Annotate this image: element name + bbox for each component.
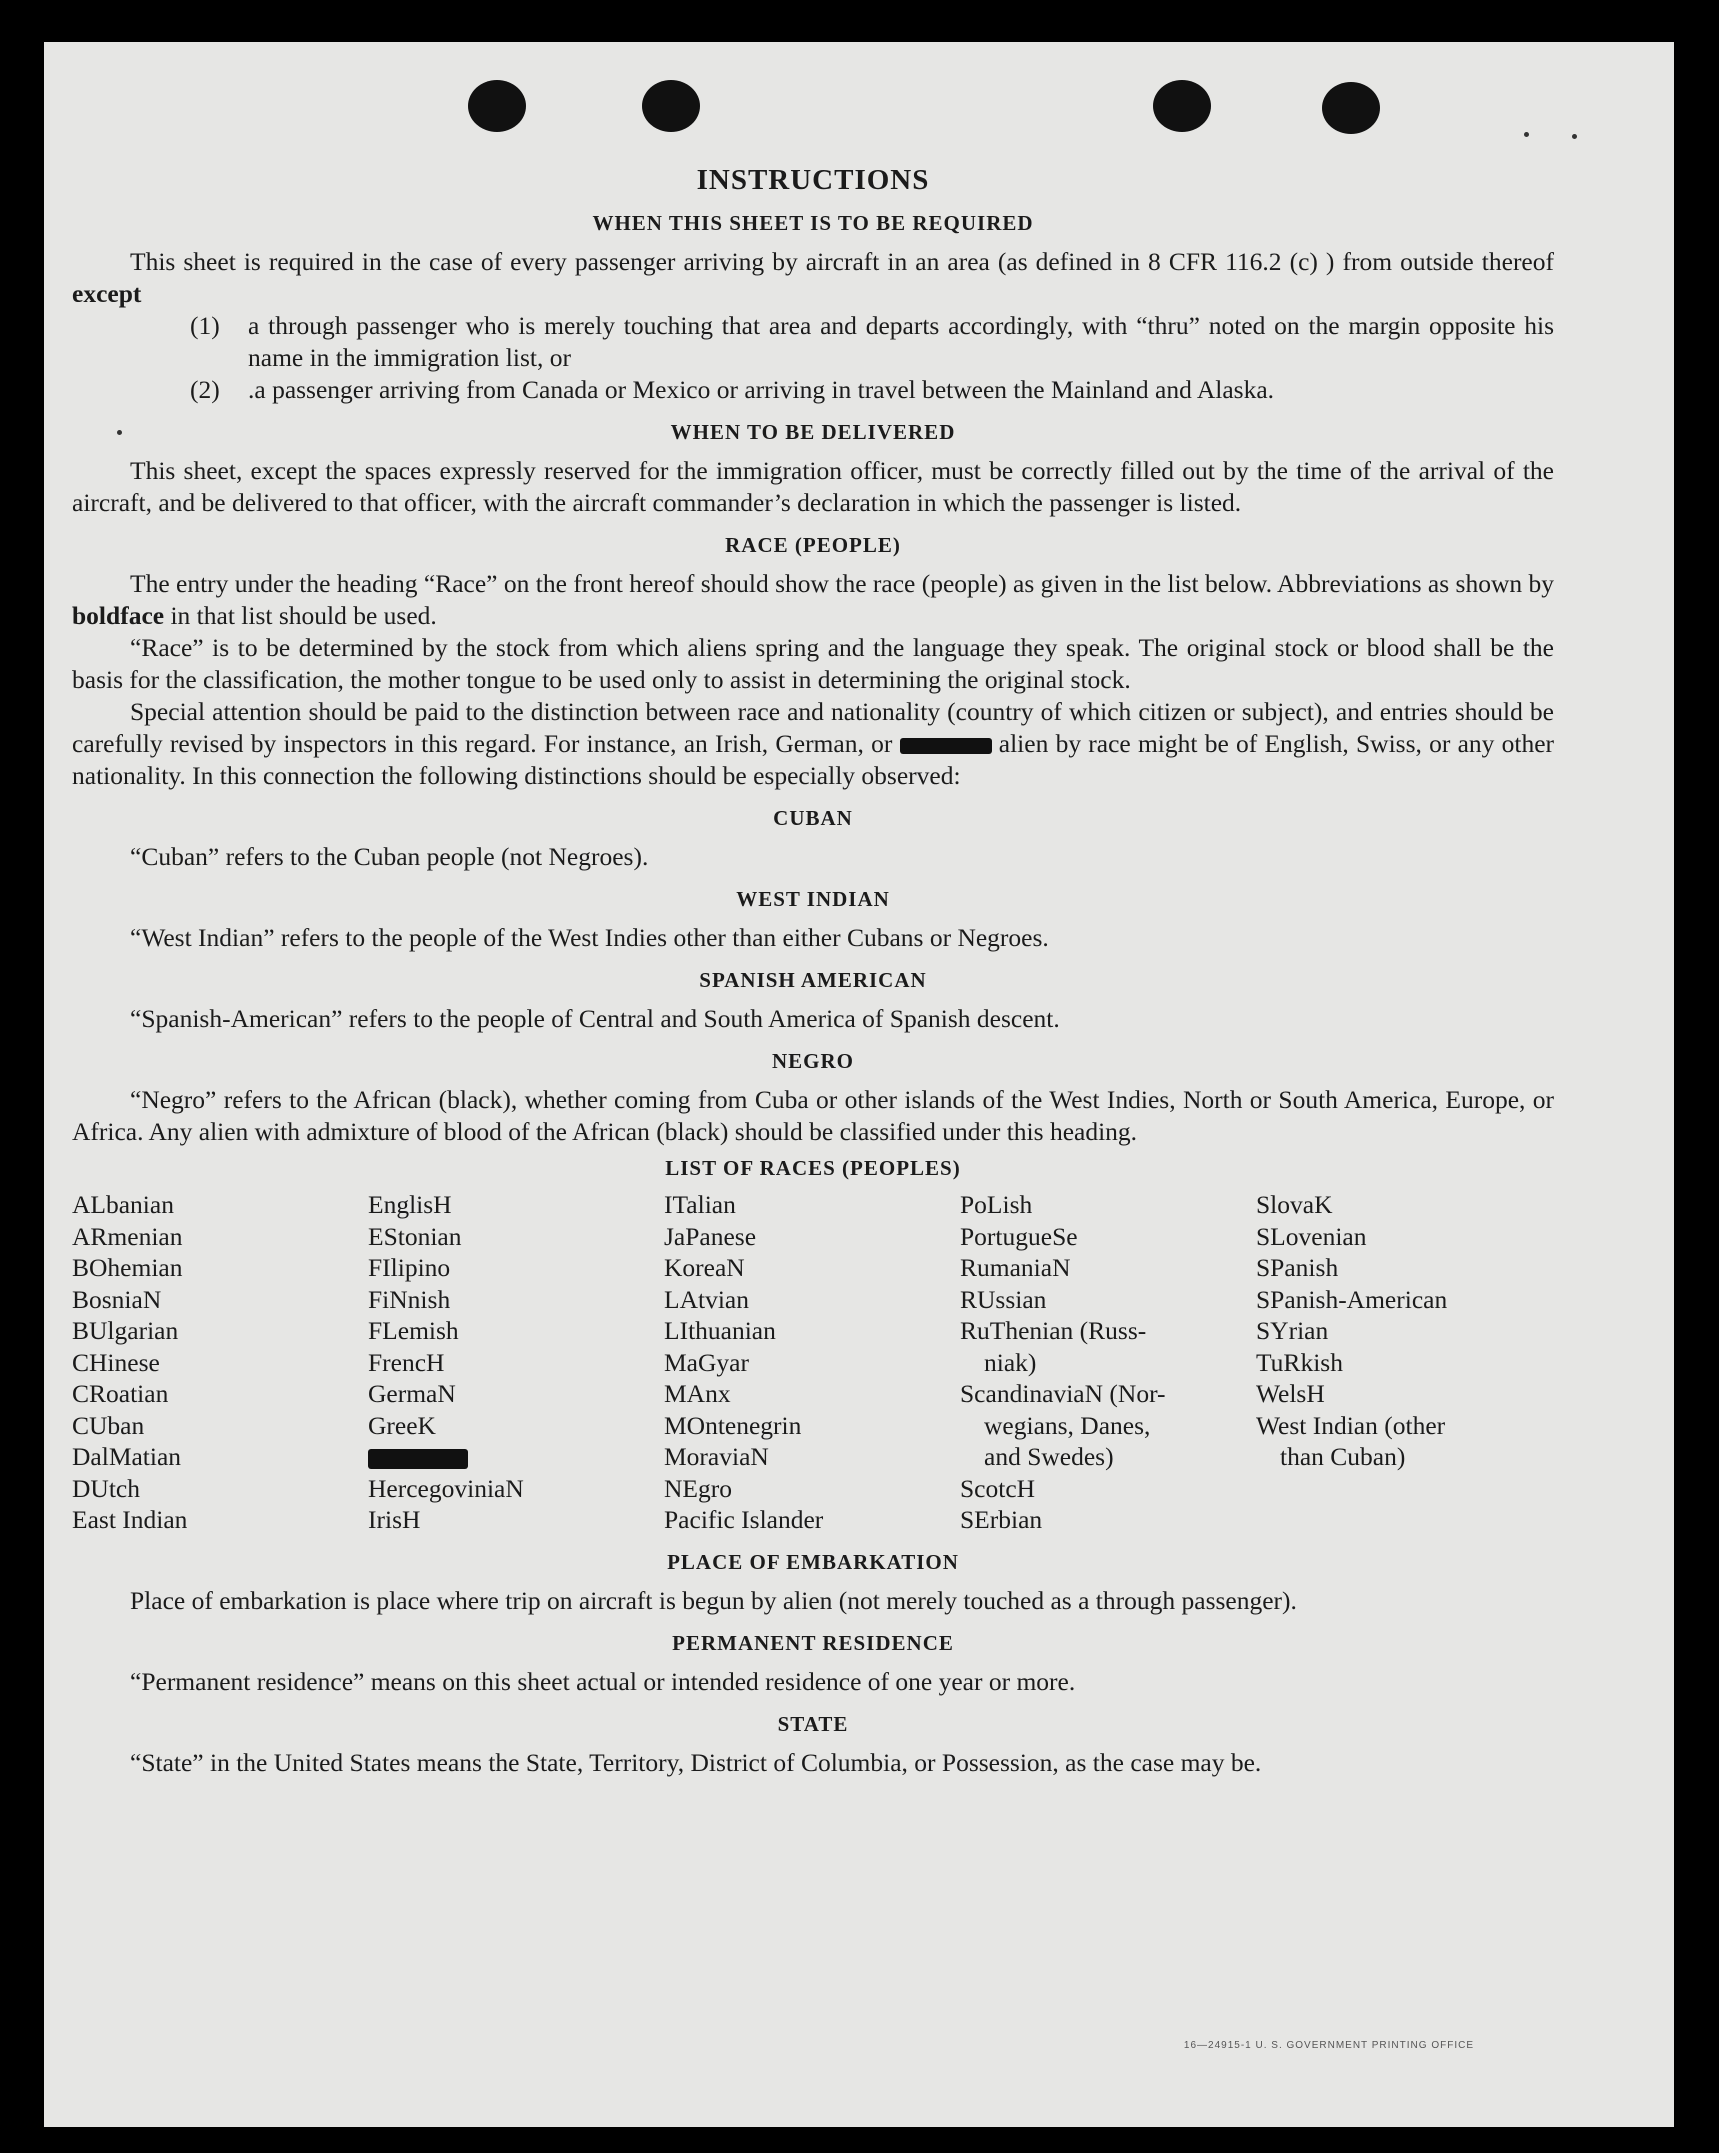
section-heading-spanish-american: SPANISH AMERICAN	[699, 968, 927, 992]
residence-text: “Permanent residence” means on this sheet actual or intended residence of one year or more.	[130, 1666, 1076, 1696]
race-item-continued: wegians, Danes,	[984, 1410, 1151, 1440]
race-paragraph-1: The entry under the heading “Race” on the front hereof should show the race (people) as given in the list below. Abbreviations as shown by boldface in that list should be used.	[72, 569, 1554, 630]
embarkation-text: Place of embarkation is place where trip on aircraft is begun by alien (not merely touched as a through passenger).	[130, 1585, 1297, 1615]
race-item-continued: niak)	[984, 1347, 1037, 1377]
race-item: ScotcH	[960, 1473, 1036, 1503]
race-item: EnglisH	[368, 1190, 452, 1219]
race-paragraph-2: “Race” is to be determined by the stock from which aliens spring and the language they speak. The original stock or blood shall be the basis for the classification, the mother tongue to be used only to assist in determining the original stock.	[72, 633, 1554, 694]
race-item: CRoatian	[72, 1379, 169, 1408]
race-item: SPanish-American	[1256, 1284, 1448, 1314]
exception-item-2: (2) .a passenger arriving from Canada or Mexico or arriving in travel between the Mainland and Alaska.	[190, 375, 1275, 404]
race-list	[72, 1189, 1554, 1536]
section-heading-residence: PERMANENT RESIDENCE	[672, 1630, 954, 1655]
race-item: BOhemian	[72, 1253, 183, 1282]
race-item: MOntenegrin	[664, 1410, 802, 1440]
race-column-1	[72, 1189, 368, 1536]
race-item: West Indian (other	[1256, 1410, 1446, 1440]
section-heading-required: WHEN THIS SHEET IS TO BE REQUIRED	[592, 211, 1034, 235]
race-item: ITalian	[664, 1190, 736, 1219]
race-item: RuThenian (Russ-	[960, 1316, 1147, 1345]
race-item: DUtch	[72, 1473, 140, 1503]
section-heading-state: STATE	[777, 1711, 849, 1736]
west-indian-text: “West Indian” refers to the people of the West Indies other than either Cubans or Negroes.	[130, 923, 1049, 952]
race-item: SlovaK	[1256, 1190, 1333, 1219]
race-item: NEgro	[664, 1473, 732, 1503]
delivered-text: This sheet, except the spaces expressly reserved for the immigration officer, must be correctly filled out by the time of the arrival of the aircraft, and be delivered to that officer, with the aircraft commander’s declaration in which the passenger is listed.	[72, 456, 1554, 517]
race-item: MoraviaN	[664, 1442, 769, 1471]
race-item: SErbian	[960, 1505, 1043, 1534]
race-item: TuRkish	[1256, 1347, 1343, 1377]
race-item: SPanish	[1256, 1253, 1339, 1282]
section-heading-cuban: CUBAN	[773, 806, 853, 830]
race-item: RUssian	[960, 1284, 1047, 1314]
race-paragraph-3: Special attention should be paid to the distinction between race and nationality (country of which citizen or subject), and entries should be carefully revised by inspectors in this regard. For instance, an Irish, German, or alien by race might be of English, Swiss, or any other nationality. In this connection the following distinctions should be especially observed:	[72, 697, 1555, 790]
race-item-continued: than Cuban)	[1280, 1442, 1406, 1471]
race-item: SLovenian	[1256, 1221, 1367, 1251]
punch-hole	[468, 80, 526, 132]
race-item: IrisH	[368, 1505, 421, 1534]
race-item: PortugueSe	[960, 1221, 1078, 1251]
state-text: “State” in the United States means the State, Territory, District of Columbia, or Possession, as the case may be.	[130, 1747, 1262, 1777]
race-item: GermaN	[368, 1379, 456, 1408]
redaction-mark	[368, 1449, 468, 1469]
race-item-redacted	[368, 1441, 664, 1473]
race-column-4	[960, 1189, 1256, 1536]
race-item: PoLish	[960, 1190, 1033, 1219]
race-column-2	[368, 1189, 664, 1536]
exception-item-1: (1) a through passenger who is merely touching that area and departs accordingly, with “thru” noted on the margin opposite his name in the immigration list, or	[190, 311, 1554, 372]
race-item: ALbanian	[72, 1190, 174, 1219]
page-title: INSTRUCTIONS	[696, 164, 930, 196]
race-item: ARmenian	[72, 1221, 183, 1251]
required-intro: This sheet is required in the case of every passenger arriving by aircraft in an area (as defined in 8 CFR 116.2 (c) ) from outside thereof except	[72, 247, 1554, 308]
printing-office-footnote: 16—24915-1 U. S. GOVERNMENT PRINTING OFFICE	[1183, 2040, 1474, 2051]
punch-hole	[1322, 82, 1380, 134]
section-heading-west-indian: WEST INDIAN	[736, 887, 890, 911]
section-heading-embarkation: PLACE OF EMBARKATION	[667, 1549, 959, 1574]
spanish-american-text: “Spanish-American” refers to the people of Central and South America of Spanish descent.	[130, 1004, 1060, 1033]
instructions-content	[72, 164, 1554, 1779]
punch-hole	[642, 80, 700, 132]
race-item: WelsH	[1256, 1379, 1325, 1408]
race-item: KoreaN	[664, 1253, 745, 1282]
race-item: SYrian	[1256, 1316, 1329, 1345]
race-item: HercegoviniaN	[368, 1473, 524, 1503]
race-item: BosniaN	[72, 1284, 162, 1314]
negro-text: “Negro” refers to the African (black), whether coming from Cuba or other islands of the West Indies, North or South America, Europe, or Africa. Any alien with admixture of blood of the African (black) should be classified under this heading.	[72, 1085, 1554, 1146]
race-column-5	[1256, 1189, 1552, 1536]
race-column-3	[664, 1189, 960, 1536]
race-item: LAtvian	[664, 1284, 749, 1314]
section-heading-delivered: WHEN TO BE DELIVERED	[670, 420, 956, 444]
race-item: MAnx	[664, 1379, 731, 1408]
race-item: CUban	[72, 1410, 145, 1440]
race-item: FIlipino	[368, 1253, 451, 1282]
race-item: BUlgarian	[72, 1316, 179, 1345]
race-item: East Indian	[72, 1505, 188, 1534]
dust-speck	[1524, 132, 1529, 137]
dust-speck	[1572, 134, 1577, 139]
race-item: CHinese	[72, 1347, 160, 1377]
race-item: DalMatian	[72, 1442, 182, 1471]
race-item: FrencH	[368, 1347, 445, 1377]
cuban-text: “Cuban” refers to the Cuban people (not Negroes).	[130, 842, 649, 871]
section-heading-negro: NEGRO	[771, 1049, 854, 1073]
race-item: Pacific Islander	[664, 1505, 824, 1534]
race-item: MaGyar	[664, 1347, 749, 1377]
document-sheet	[44, 42, 1674, 2127]
race-item-continued: and Swedes)	[984, 1442, 1114, 1471]
race-item: FLemish	[368, 1316, 459, 1345]
race-item: ScandinaviaN (Nor-	[960, 1379, 1166, 1408]
race-item: FiNnish	[368, 1284, 451, 1314]
section-heading-race-list: LIST OF RACES (PEOPLES)	[665, 1156, 961, 1180]
race-item: EStonian	[368, 1221, 462, 1251]
race-item: LIthuanian	[664, 1316, 776, 1345]
race-item: JaPanese	[664, 1221, 757, 1251]
race-item: GreeK	[368, 1410, 436, 1440]
redaction-mark	[900, 738, 992, 754]
race-item: RumaniaN	[960, 1253, 1071, 1282]
section-heading-race: RACE (PEOPLE)	[725, 533, 901, 557]
punch-hole	[1153, 80, 1211, 132]
